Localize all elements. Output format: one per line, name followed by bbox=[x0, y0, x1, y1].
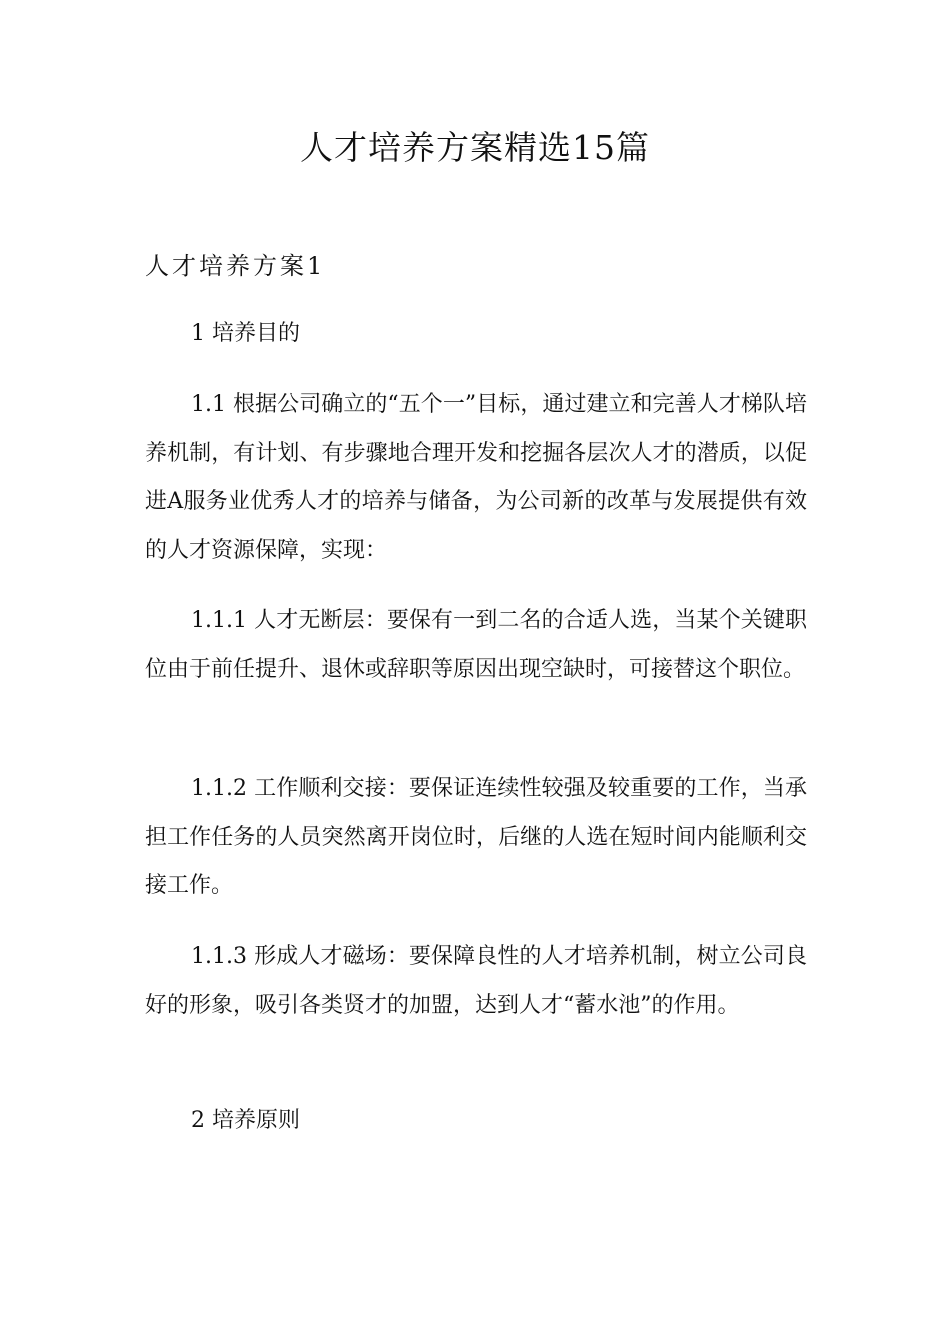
paragraph-1-1-2: 1.1.2 工作顺利交接：要保证连续性较强及较重要的工作，当承担工作任务的人员突然离开岗位时，后继的人选在短时间内能顺利交接工作。 bbox=[145, 776, 807, 898]
paragraph-1-1-3: 1.1.3 形成人才磁场：要保障良性的人才培养机制，树立公司良好的形象，吸引各类贤才的加盟，达到人才“蓄水池”的作用。 bbox=[145, 944, 807, 1018]
paragraph-1-1: 1.1 根据公司确立的“五个一”目标，通过建立和完善人才梯队培养机制，有计划、有步骤地合理开发和挖掘各层次人才的潜质，以促进A服务业优秀人才的培养与储备，为公司新的改革与发展提供有效的人才资源保障，实现： bbox=[145, 392, 807, 563]
section-heading: 人才培养方案1 bbox=[145, 252, 326, 280]
paragraph-1-1-1: 1.1.1 人才无断层：要保有一到二名的合适人选，当某个关键职位由于前任提升、退休或辞职等原因出现空缺时，可接替这个职位。 bbox=[145, 608, 807, 682]
document-title: 人才培养方案精选15篇 bbox=[300, 128, 650, 167]
heading-training-purpose: 1 培养目的 bbox=[191, 321, 300, 346]
heading-training-principles: 2 培养原则 bbox=[191, 1108, 300, 1133]
